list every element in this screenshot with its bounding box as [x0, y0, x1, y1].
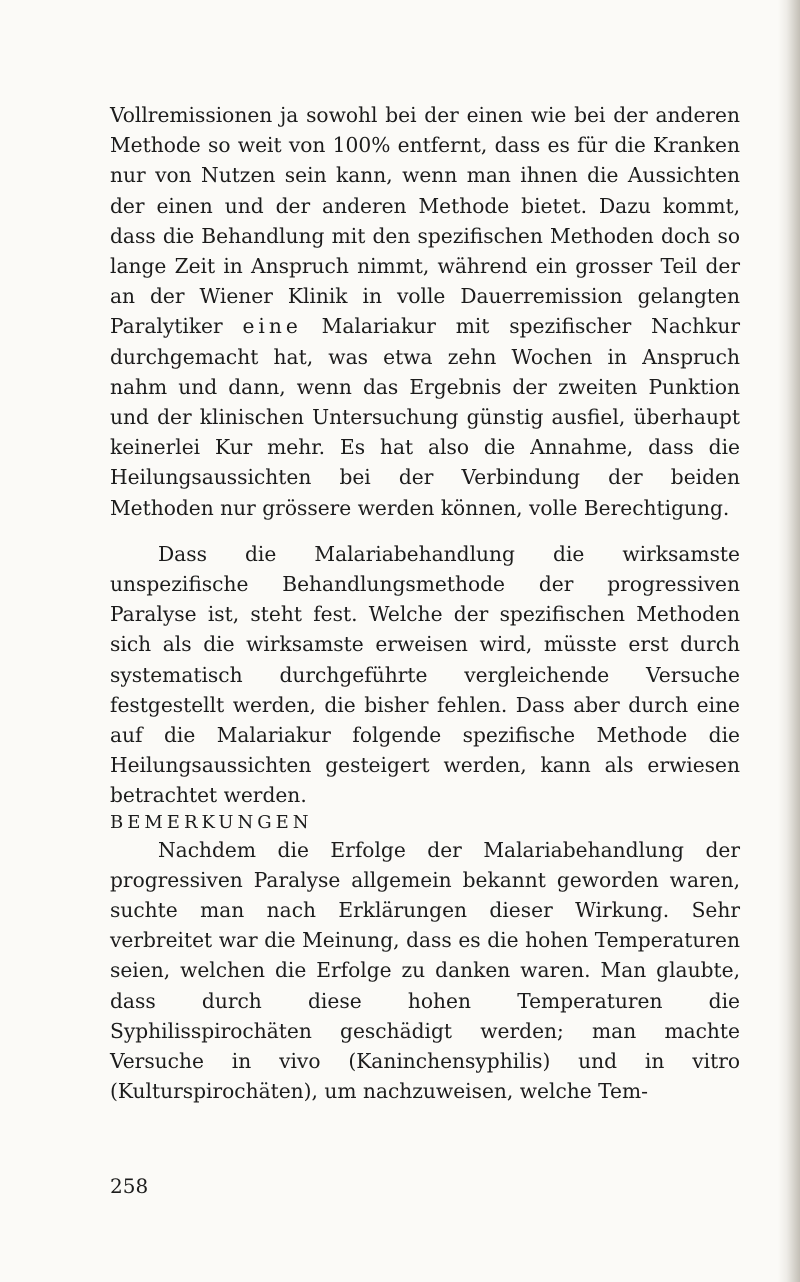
page-number: 258 — [110, 1174, 149, 1198]
paragraph-3: Nachdem die Erfolge der Malariabehandlung der progressiven Paralyse allgemein bekannt geworden waren, suchte man nach Erklärungen dieser Wirkung. Sehr verbreitet war die Meinung, dass es die hohen Temperaturen seien, welchen die Erfolge zu danken waren. Man glaubte, dass durch diese hohen Temperaturen die Syphilisspirochäten geschädigt werden; man machte Versuche in vivo (Kaninchensyphilis) und in vitro (Kulturspirochäten), um nachzuweisen, welche Tem- — [110, 837, 740, 1104]
paragraph-2: Dass die Malariabehandlung die wirksamste unspezifische Behandlungsmethode der progressiven Paralyse ist, steht fest. Welche der spezifischen Methoden sich als die wirksamste erweisen wird, müsste erst durch systematisch durchgeführte vergleichende Versuche festgestellt werden, die bisher fehlen. Dass aber durch eine auf die Malariakur folgende spezifische Methode die Heilungsaussichten gesteigert werden, kann als erwiesen betrachtet werden. — [110, 541, 740, 808]
page-edge-shadow — [778, 0, 800, 1282]
paragraph-1-start: Vollremissionen ja sowohl bei der einen wie bei der anderen Methode so weit von 100% entfernt, dass es für die Kranken nur von Nutzen sein kann, wenn man ihnen die Aussichten der einen und der anderen Methode bietet. Dazu kommt, dass die Behandlung mit den spezifischen Methoden doch so lange Zeit in Anspruch nimmt, während ein grosser Teil der an der Wiener Klinik in volle Dauerremission gelangten Paralytiker — [110, 103, 740, 339]
paragraph-continuation — [110, 100, 740, 523]
emphasized-word: eine — [242, 314, 302, 339]
body-text — [110, 100, 740, 1107]
section-heading: BEMERKUNGEN — [110, 811, 313, 833]
paragraph-1-end: Malariakur mit spezifischer Nachkur durchgemacht hat, was etwa zehn Wochen in Anspruch nahm und dann, wenn das Ergebnis der zweiten Punktion und der klinischen Untersuchung günstig ausfiel, überhaupt keinerlei Kur mehr. Es hat also die Annahme, dass die Heilungsaussichten bei der Verbindung der beiden Methoden nur grössere werden können, volle Berechtigung. — [110, 314, 740, 520]
